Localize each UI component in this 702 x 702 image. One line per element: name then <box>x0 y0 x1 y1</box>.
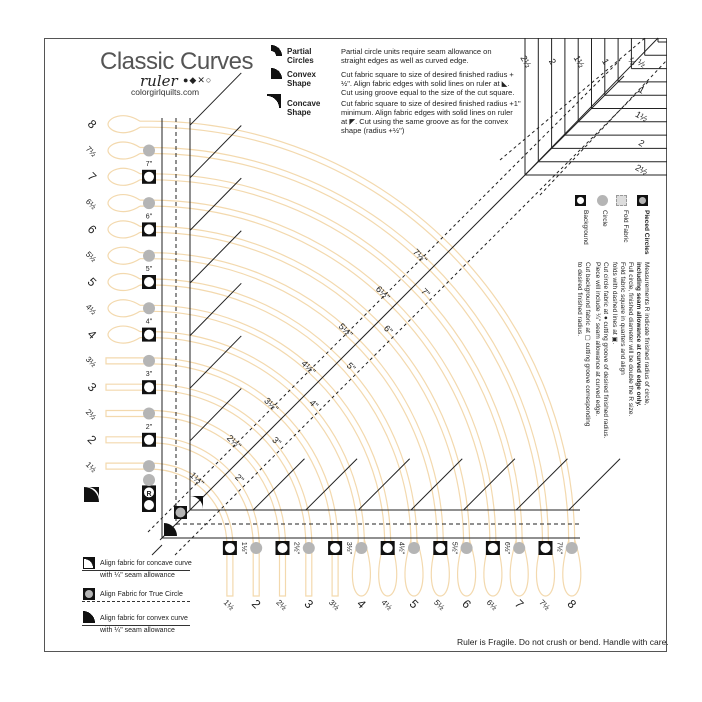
svg-text:1½: 1½ <box>633 109 650 125</box>
left-scale-label: 3 <box>84 379 100 395</box>
left-scale-label: 6 <box>84 222 100 237</box>
fragile-warning: Ruler is Fragile. Do not crush or bend. Handle with care. <box>457 637 669 647</box>
diagonal-label: 2" <box>233 472 246 485</box>
svg-text:1: 1 <box>600 56 612 67</box>
radius-label: 4" <box>145 318 153 326</box>
left-scale-label: 2 <box>84 432 100 448</box>
circle-icon <box>597 195 608 206</box>
left-scale-label: 4 <box>84 327 100 342</box>
instruction-desc: Cut fabric square to size of desired finished radius + ½". Align fabric edges with solid lines on ruler at ◣. Cut using groove equal to the size of the cut square. <box>341 70 515 97</box>
bottom-markers <box>223 541 578 555</box>
logo-shapes-icon: ●◆✕○ <box>183 75 213 85</box>
legend-line: with ¼" seam allowance <box>100 627 175 634</box>
svg-text:1: 1 <box>636 84 647 96</box>
convex-shape-icon <box>271 68 282 79</box>
diagonal-label: 7" <box>419 286 432 299</box>
instruction-name: Concave Shape <box>287 99 321 117</box>
radius-label: 2" <box>145 423 153 431</box>
legend-dashed-underline <box>82 601 190 602</box>
pieced-text-line: Cut background fabric at ▢ cutting groove corresponding <box>584 262 591 427</box>
diagonal-label: 1½" <box>187 469 207 489</box>
svg-text:2½: 2½ <box>633 162 650 178</box>
circle-marker <box>143 474 155 486</box>
diagonal-label: 5½" <box>336 321 355 340</box>
radius-label: 1½" <box>239 541 247 555</box>
instruction-name: Partial Circles <box>287 47 314 65</box>
left-scale <box>84 117 100 475</box>
left-scale-label: 8 <box>84 116 100 132</box>
svg-text:2½: 2½ <box>518 53 534 70</box>
radius-label: 2½" <box>292 541 300 555</box>
instruction-name: Convex Shape <box>287 70 316 88</box>
legend-underline <box>82 625 190 626</box>
pieced-text-line: folds with dashed lines at ▣. <box>611 262 618 345</box>
diagonal-label: 4" <box>307 397 321 411</box>
left-scale-label: 4½ <box>83 302 99 317</box>
pieced-text-line: to desired finished radius. <box>576 262 583 337</box>
diagonal-label: 3½" <box>262 395 281 414</box>
bottom-scale-label: 4½ <box>379 597 394 613</box>
radius-label: 5" <box>145 266 153 273</box>
diagonal-label: 6" <box>381 323 395 337</box>
bottom-scale-label: 5 <box>406 596 422 612</box>
legend-line: Align fabric for convex curve <box>100 615 188 622</box>
diagonal-label: 2½" <box>225 432 244 451</box>
circle-marker <box>143 145 155 157</box>
svg-text:2: 2 <box>636 137 647 149</box>
website-link[interactable]: colorgirlquilts.com <box>131 87 200 97</box>
legend-line: with ¼" seam allowance <box>100 572 175 579</box>
bottom-scale-label: 3½ <box>326 597 342 613</box>
bottom-scale-label: 2 <box>248 596 264 612</box>
circle-marker <box>143 197 155 209</box>
radius-label: 6½" <box>502 541 510 555</box>
bottom-scale-label: 8 <box>564 596 580 612</box>
bottom-scale-label: 2½ <box>274 597 289 613</box>
bottom-scale-label: 5½ <box>432 597 447 613</box>
instruction-desc: Cut fabric square to size of desired finished radius +1" minimum. Align fabric edges with solid lines on ruler at ◤. Cut using the same groove as for the convex shape (radius +½") <box>341 99 521 135</box>
bottom-scale-label: 6½ <box>484 597 499 613</box>
left-scale-label: 7½ <box>83 144 99 159</box>
background-icon <box>575 195 586 206</box>
circle-marker <box>408 542 420 554</box>
diagonal-label: 3" <box>270 434 284 448</box>
true-circle-icon <box>83 588 95 600</box>
svg-text:½: ½ <box>626 55 639 68</box>
bottom-scale-label: 6 <box>459 596 474 612</box>
radius-label: 7" <box>145 160 153 168</box>
pieced-text-line: Cut circle fabric at ● cutting groove of desired finished radius. <box>602 262 609 439</box>
circle-marker <box>143 302 155 314</box>
circle-marker <box>143 460 155 472</box>
svg-text:2: 2 <box>546 56 559 67</box>
svg-text:½: ½ <box>635 57 648 70</box>
product-title: Classic Curves <box>100 48 254 75</box>
circle-marker <box>303 542 315 554</box>
left-scale-label: 1½ <box>83 460 99 475</box>
partial-circle-icon <box>271 45 282 56</box>
pieced-text-line: Measurements R indicate finished radius of circle, <box>643 262 650 406</box>
radius-r-label: R <box>146 491 152 498</box>
diagonal-labels <box>188 247 432 488</box>
diagonal-label: 5" <box>344 360 358 374</box>
concave-align-icon <box>83 557 95 569</box>
bottom-scale-label: 7 <box>511 596 527 612</box>
left-scale-label: 7 <box>84 169 100 185</box>
pieced-text-line: Full circle, finished diameter will be double the R size. <box>627 262 634 417</box>
product-subtitle: ruler <box>140 72 178 90</box>
left-scale-label: 6½ <box>83 197 99 212</box>
left-scale-label: 5 <box>84 274 100 290</box>
pieced-circles-label: Pieced Circles <box>643 210 650 255</box>
legend-line: Align fabric for concave curve <box>100 560 192 567</box>
concave-shape-icon <box>267 94 281 108</box>
left-scale-label: 5½ <box>83 249 99 264</box>
circle-marker <box>143 355 155 367</box>
bottom-scale-label: 3 <box>301 596 317 612</box>
circle-marker <box>461 542 473 554</box>
svg-text:1½: 1½ <box>571 53 587 70</box>
legend-line: Align Fabric for True Circle <box>100 591 183 598</box>
radius-label: 5½" <box>450 541 458 555</box>
concave-corner-icon <box>190 496 203 509</box>
radius-label: 3" <box>145 371 153 379</box>
background-label: Background <box>582 210 589 245</box>
diagonal-label: 6½" <box>373 284 392 303</box>
bottom-scale <box>222 597 580 613</box>
circle-marker <box>566 542 578 554</box>
bottom-scale-label: 1½ <box>221 597 236 613</box>
pieced-text-line: Fold fabric square in quarters and align <box>619 262 626 375</box>
left-scale-label: 2½ <box>83 407 99 422</box>
pieced-text-line: Piece will include ¼" seam allowance at curved edge. <box>594 262 601 417</box>
diagonal-label: 7½" <box>410 246 430 266</box>
fold-fabric-label: Fold Fabric <box>622 210 629 243</box>
circle-marker <box>355 542 367 554</box>
radius-label: 4½" <box>397 541 405 555</box>
bottom-scale-label: 4 <box>354 596 369 612</box>
circle-label: Circle <box>601 210 608 227</box>
legend-underline <box>82 570 190 571</box>
pieced-text-line: including seam allowance at curved edge only. <box>635 262 642 407</box>
radius-label: 3½" <box>345 541 353 555</box>
radius-label: 6" <box>145 213 153 221</box>
instruction-desc: Partial circle units require seam allowance on straight edges as well as curved edge. <box>341 47 492 65</box>
left-scale-label: 3½ <box>83 354 99 370</box>
bottom-scale-label: 7½ <box>537 597 552 613</box>
circle-marker <box>143 408 155 420</box>
convex-align-icon <box>83 611 95 623</box>
circle-marker <box>513 542 525 554</box>
pieced-circle-icon <box>637 195 648 206</box>
diagonal-label: 4½" <box>299 358 318 377</box>
radius-label: 7½" <box>555 541 563 555</box>
circle-marker <box>143 250 155 262</box>
fold-fabric-icon <box>616 195 627 206</box>
circle-marker <box>250 542 262 554</box>
